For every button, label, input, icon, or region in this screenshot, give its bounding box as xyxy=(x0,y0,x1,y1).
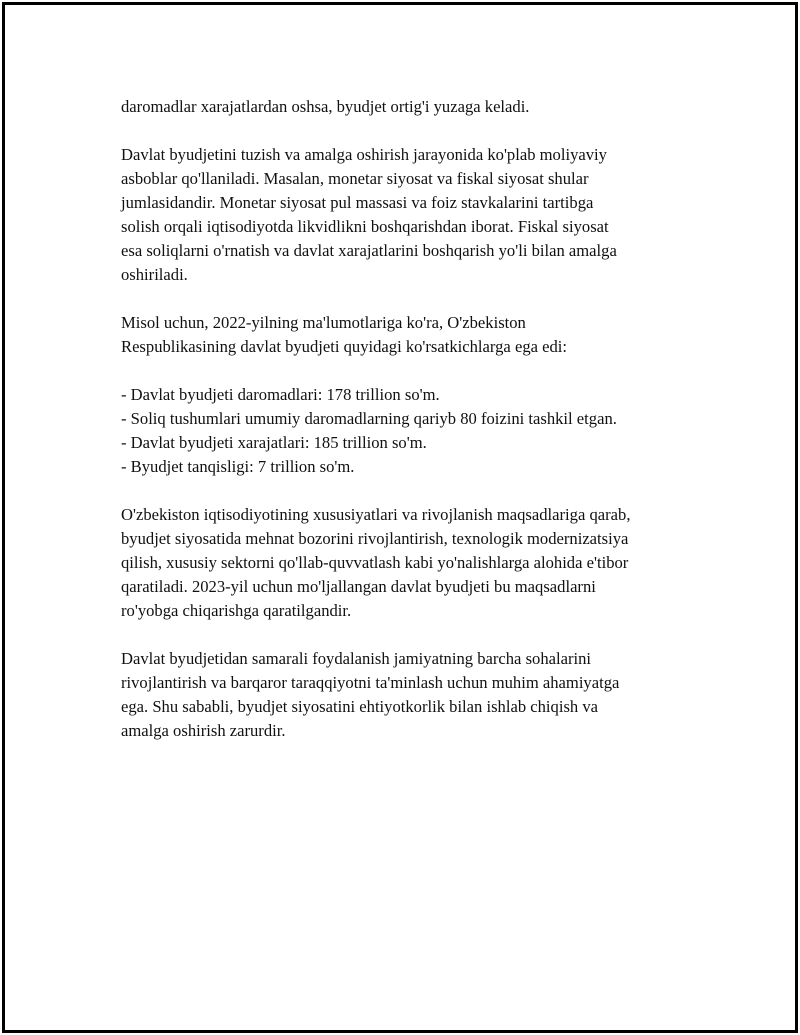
text-line: O'zbekiston iqtisodiyotining xususiyatlari va rivojlanish maqsadlariga qarab, xyxy=(121,505,631,524)
text-line: qaratiladi. 2023-yil uchun mo'ljallangan davlat byudjeti bu maqsadlarni xyxy=(121,577,596,596)
list-item: - Davlat byudjeti xarajatlari: 185 trillion so'm. xyxy=(121,433,427,452)
text-line: ro'yobga chiqarishga qaratilgandir. xyxy=(121,601,352,620)
text-line: esa soliqlarni o'rnatish va davlat xarajatlarini boshqarish yo'li bilan amalga xyxy=(121,241,617,260)
paragraph-3 xyxy=(121,311,721,359)
text-line: qilish, xususiy sektorni qo'llab-quvvatlash kabi yo'nalishlarga alohida e'tibor xyxy=(121,553,629,572)
text-line: Davlat byudjetini tuzish va amalga oshirish jarayonida ko'plab moliyaviy xyxy=(121,145,607,164)
budget-indicators-list xyxy=(121,383,721,479)
paragraph-6 xyxy=(121,647,721,743)
paragraph-1 xyxy=(121,95,721,119)
list-item: - Davlat byudjeti daromadlari: 178 trillion so'm. xyxy=(121,385,440,404)
text-line: Respublikasining davlat byudjeti quyidagi ko'rsatkichlarga ega edi: xyxy=(121,337,568,356)
paragraph-5 xyxy=(121,503,721,623)
text-line: solish orqali iqtisodiyotda likvidlikni boshqarishdan iborat. Fiskal siyosat xyxy=(121,217,609,236)
list-item: - Soliq tushumlari umumiy daromadlarning qariyb 80 foizini tashkil etgan. xyxy=(121,409,617,428)
list-item: - Byudjet tanqisligi: 7 trillion so'm. xyxy=(121,457,355,476)
document-body xyxy=(121,95,721,767)
text-line: Davlat byudjetidan samarali foydalanish jamiyatning barcha sohalarini xyxy=(121,649,592,668)
text-line: amalga oshirish zarurdir. xyxy=(121,721,286,740)
text-line: daromadlar xarajatlardan oshsa, byudjet ortig'i yuzaga keladi. xyxy=(121,97,530,116)
text-line: ega. Shu sababli, byudjet siyosatini ehtiyotkorlik bilan ishlab chiqish va xyxy=(121,697,599,716)
text-line: rivojlantirish va barqaror taraqqiyotni ta'minlash uchun muhim ahamiyatga xyxy=(121,673,620,692)
page-frame xyxy=(2,2,798,1033)
paragraph-2 xyxy=(121,143,721,287)
text-line: jumlasidandir. Monetar siyosat pul massasi va foiz stavkalarini tartibga xyxy=(121,193,594,212)
text-line: byudjet siyosatida mehnat bozorini rivojlantirish, texnologik modernizatsiya xyxy=(121,529,629,548)
text-line: Misol uchun, 2022-yilning ma'lumotlariga ko'ra, O'zbekiston xyxy=(121,313,526,332)
text-line: oshiriladi. xyxy=(121,265,188,284)
text-line: asboblar qo'llaniladi. Masalan, monetar siyosat va fiskal siyosat shular xyxy=(121,169,589,188)
